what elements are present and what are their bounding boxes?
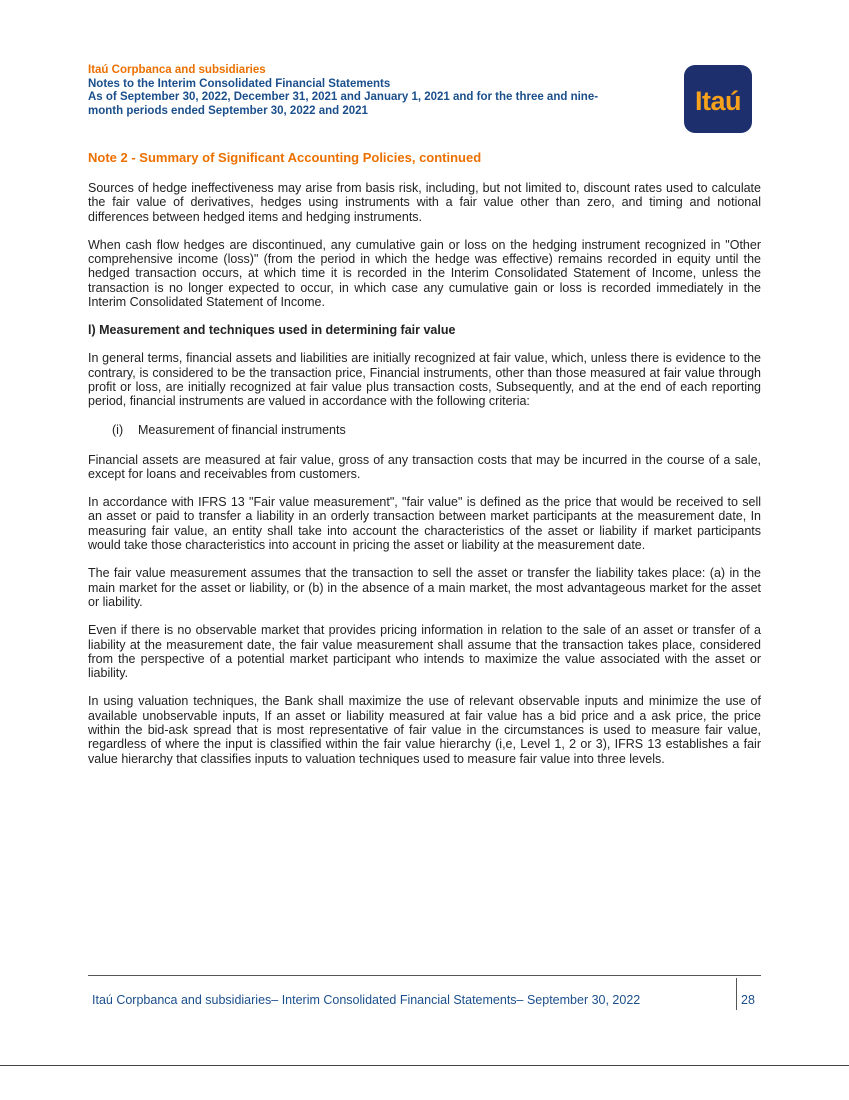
paragraph-observable-market: Even if there is no observable market that provides pricing information in relation to the sale of an asset or transfer of a liability at the measurement date, the fair value measurement shall assume that the transaction takes place, considered from the perspective of a potential market participant who intends to maximize the value associated with the asset or liability.: [88, 623, 761, 681]
logo-text: Itaú: [694, 85, 741, 116]
list-item-text: Measurement of financial instruments: [138, 422, 346, 437]
page-number: 28: [741, 993, 755, 1007]
itau-logo: [684, 65, 752, 133]
paragraph-main-market: The fair value measurement assumes that the transaction to sell the asset or transfer the liability takes place: (a) in the main market for the asset or liability, or (b) in the absence of a main market, the most advantageous market for the asset or liability.: [88, 566, 761, 609]
list-item: [88, 423, 761, 437]
page-bottom-rule: [0, 1065, 849, 1066]
paragraph-initial-recognition: In general terms, financial assets and liabilities are initially recognized at fair value, which, unless there is evidence to the contrary, is considered to be the transaction price, Financial instruments, other than those measured at fair value through profit or loss, are initially recognized at fair value plus transaction costs, Subsequently, and at the end of each reporting period, financial instruments are valued in accordance with the following criteria:: [88, 351, 761, 409]
paragraph-hedge-ineffectiveness: Sources of hedge ineffectiveness may arise from basis risk, including, but not limited to, discount rates used to calculate the fair value of derivatives, hedges using instruments with a fair value other than zero, and timing and notional differences between hedged items and hedging instruments.: [88, 181, 761, 224]
paragraph-financial-assets: Financial assets are measured at fair value, gross of any transaction costs that may be incurred in the course of a sale, except for loans and receivables from customers.: [88, 452, 761, 481]
paragraph-valuation-techniques: In using valuation techniques, the Bank shall maximize the use of relevant observable inputs and minimize the use of available unobservable inputs, If an asset or liability measured at fair value has a bid price and a ask price, the price within the bid-ask spread that is most representative of fair value in the circumstances is used to measure fair value, regardless of where the input is classified within the fair value hierarchy (i,e, Level 1, 2 or 3), IFRS 13 establishes a fair value hierarchy that classifies inputs to valuation techniques used to measure fair value into three levels.: [88, 694, 761, 766]
section-heading-fair-value: l) Measurement and techniques used in determining fair value: [88, 323, 456, 338]
note-title: Note 2 - Summary of Significant Accounting Policies, continued: [88, 150, 482, 165]
footer-divider: [736, 978, 737, 1010]
header-period-line-2: month periods ended September 30, 2022 and 2021: [88, 104, 368, 117]
list-item-number: (i): [112, 422, 124, 437]
company-name: Itaú Corpbanca and subsidiaries: [88, 64, 266, 76]
document-header: [88, 64, 668, 118]
paragraph-ifrs13-definition: In accordance with IFRS 13 "Fair value measurement", "fair value" is defined as the price that would be received to sell an asset or paid to transfer a liability in an orderly transaction between market participants at the measurement date, In measuring fair value, an entity shall take into account the characteristics of the asset or liability if market participants would take those characteristics into account in pricing the asset or liability at the measurement date.: [88, 495, 761, 553]
header-period-line-1: As of September 30, 2022, December 31, 2021 and January 1, 2021 and for the three and nine-: [88, 91, 599, 103]
footer-text: Itaú Corpbanca and subsidiaries– Interim Consolidated Financial Statements– September 30, 2022: [92, 993, 641, 1007]
document-body: [88, 150, 761, 780]
paragraph-cash-flow-hedges: When cash flow hedges are discontinued, any cumulative gain or loss on the hedging instrument recognized in "Other comprehensive income (loss)" (from the period in which the hedge was effective) remains recorded in equity until the hedged transaction occurs, at which time it is recorded in the Interim Consolidated Statement of Income, unless the transaction is no longer expected to occur, in which case any cumulative gain or loss is recorded immediately in the Interim Consolidated Statement of Income.: [88, 237, 761, 310]
header-title: Notes to the Interim Consolidated Financial Statements: [88, 77, 391, 90]
footer-rule: [88, 975, 761, 976]
